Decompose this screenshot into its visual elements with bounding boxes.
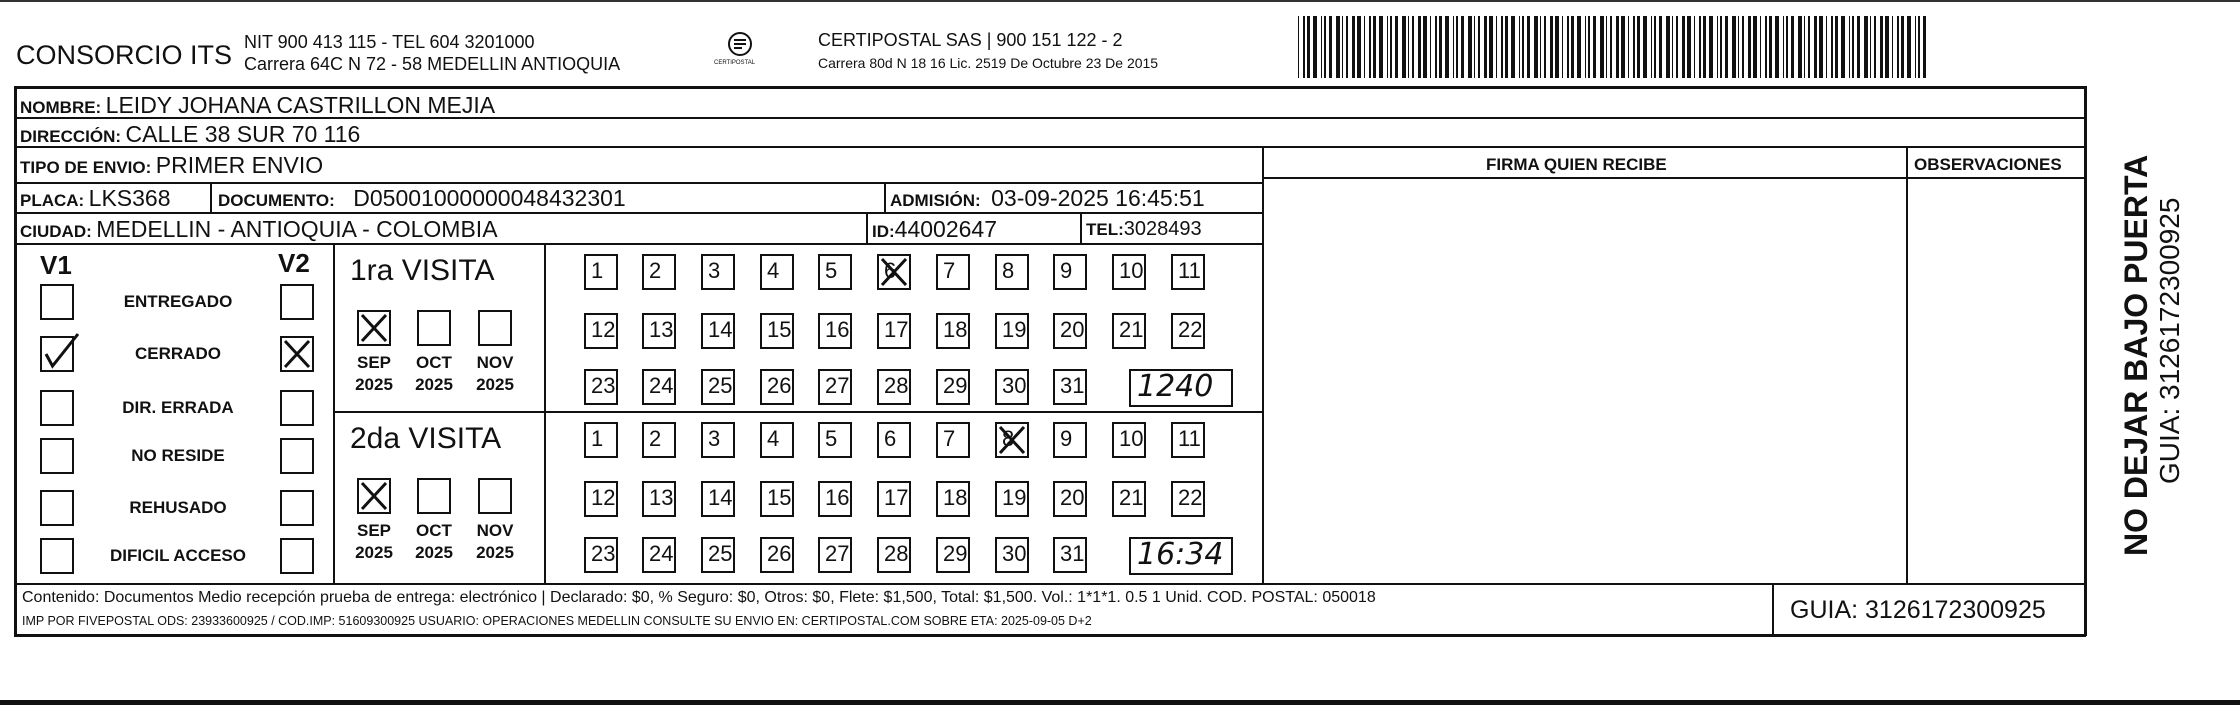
month-year: 2025: [476, 543, 514, 562]
day-box-2[interactable]: 2: [642, 422, 676, 458]
barcode-bar: [1298, 16, 1299, 78]
col-line: [884, 182, 886, 212]
barcode-bar: [1412, 16, 1414, 78]
barcode-bar: [1651, 16, 1652, 78]
handwritten-time-box: 1240: [1129, 369, 1233, 407]
col-line: [866, 212, 868, 243]
v1-checkbox-3[interactable]: [40, 438, 74, 474]
company-line-2: Carrera 64C N 72 - 58 MEDELLIN ANTIOQUIA: [244, 54, 621, 74]
barcode-bar: [1489, 16, 1493, 78]
barcode-bar: [1808, 16, 1810, 78]
barcode-bar: [1717, 16, 1718, 78]
day-box-17[interactable]: 17: [877, 481, 911, 517]
barcode-bar: [1402, 16, 1406, 78]
status-label-0: ENTREGADO: [123, 292, 233, 311]
company-line-1: NIT 900 413 115 - TEL 604 3201000: [244, 32, 535, 52]
month-year: 2025: [415, 543, 453, 562]
day-box-1[interactable]: 1: [584, 254, 618, 290]
month-checkbox-oct[interactable]: [417, 310, 451, 346]
barcode-bar: [1534, 16, 1538, 78]
month-checkbox-sep[interactable]: [357, 478, 391, 514]
v1-checkbox-4[interactable]: [40, 490, 74, 526]
nombre-field: [20, 92, 495, 119]
barcode-bar: [1505, 16, 1508, 78]
day-box-6[interactable]: 6: [877, 254, 911, 290]
day-box-16[interactable]: 16: [818, 313, 852, 349]
month-name: SEP: [356, 521, 392, 540]
barcode-bar: [1387, 16, 1388, 78]
id-label: ID:: [872, 222, 895, 241]
col-line: [1080, 212, 1082, 243]
barcode-bar: [1753, 16, 1757, 78]
day-box-11[interactable]: 11: [1171, 254, 1205, 290]
day-box-10[interactable]: 10: [1112, 254, 1146, 290]
day-box-1[interactable]: 1: [584, 422, 618, 458]
day-box-17[interactable]: 17: [877, 313, 911, 349]
month-checkbox-nov[interactable]: [478, 310, 512, 346]
barcode-bar: [1633, 16, 1635, 78]
documento-field: [218, 185, 626, 212]
barcode-bar: [1703, 16, 1706, 78]
month-label: [465, 520, 525, 564]
documento-value: D05001000000048432301: [353, 185, 626, 211]
barcode-bar: [1390, 16, 1392, 78]
barcode-bar: [1352, 16, 1355, 78]
v1-label: V1: [40, 250, 72, 280]
day-box-10[interactable]: 10: [1112, 422, 1146, 458]
barcode-bar: [1395, 16, 1398, 78]
tipo-envio-value: PRIMER ENVIO: [155, 152, 324, 178]
barcode-bar: [1907, 16, 1911, 78]
barcode-bar: [1897, 16, 1899, 78]
x-mark-icon: [359, 480, 389, 512]
barcode-bar: [1852, 16, 1854, 78]
day-box-31[interactable]: 31: [1053, 537, 1087, 573]
barcode-bar: [1841, 16, 1845, 78]
v1-checkbox-2[interactable]: [40, 390, 74, 426]
barcode-bar: [1874, 16, 1876, 78]
day-box-23[interactable]: 23: [584, 537, 618, 573]
barcode-bar: [1540, 16, 1541, 78]
month-name: NOV: [476, 353, 514, 372]
barcode-bar: [1769, 16, 1772, 78]
row-line: [14, 583, 2086, 585]
col-line: [210, 182, 212, 212]
barcode-bar: [1621, 16, 1625, 78]
barcode-bar: [1519, 16, 1520, 78]
barcode-bar: [1857, 16, 1860, 78]
nombre-label: NOMBRE:: [20, 98, 102, 117]
side-warning: NO DEJAR BAJO PUERTA: [2118, 154, 2154, 556]
day-box-12[interactable]: 12: [584, 313, 618, 349]
col-line: [1772, 583, 1774, 635]
x-mark-icon: [282, 338, 312, 370]
barcode-bar: [1654, 16, 1656, 78]
direccion-label: DIRECCIÓN:: [20, 127, 122, 146]
barcode-bar: [1672, 16, 1673, 78]
barcode-bar: [1742, 16, 1744, 78]
x-mark-icon: [359, 312, 389, 344]
table-border-left: [14, 86, 17, 636]
day-box-14[interactable]: 14: [701, 481, 735, 517]
col-line: [544, 243, 546, 583]
barcode-bar: [1864, 16, 1868, 78]
month-label: [404, 520, 464, 564]
barcode-bar: [1346, 16, 1348, 78]
day-box-4[interactable]: 4: [760, 254, 794, 290]
v2-checkbox-1[interactable]: [280, 336, 314, 372]
admision-field: [890, 185, 1205, 212]
ciudad-field: [20, 216, 498, 243]
observaciones-label: OBSERVACIONES: [1914, 155, 2062, 174]
barcode-bar: [1445, 16, 1449, 78]
v1-checkbox-5[interactable]: [40, 538, 74, 574]
day-box-16[interactable]: 16: [818, 481, 852, 517]
barcode-bar: [1849, 16, 1850, 78]
day-box-23[interactable]: 23: [584, 369, 618, 405]
footer-imp: IMP POR FIVEPOSTAL ODS: 23933600925 / COD.IMP: 51609300925 USUARIO: OPERACIONES MEDELLIN CONSULTE SU ENVIO EN: CERTIPOSTAL.COM SOBRE ETA: 2025-09-05 D+2: [22, 614, 1092, 628]
barcode-bar: [1577, 16, 1581, 78]
barcode-bar: [1567, 16, 1569, 78]
day-box-27[interactable]: 27: [818, 369, 852, 405]
barcode-bar: [1610, 16, 1612, 78]
barcode-bar: [1798, 16, 1802, 78]
status-label-2: DIR. ERRADA: [122, 398, 234, 417]
partner-line-1: CERTIPOSTAL SAS | 900 151 122 - 2: [818, 30, 1123, 50]
ciudad-label: CIUDAD:: [20, 222, 92, 241]
day-box-3[interactable]: 3: [701, 254, 735, 290]
barcode-bar: [1819, 16, 1823, 78]
table-border-bottom: [14, 634, 2086, 637]
direccion-value: CALLE 38 SUR 70 116: [125, 121, 361, 147]
barcode-bar: [1791, 16, 1794, 78]
barcode-bar: [1588, 16, 1590, 78]
barcode-bar: [1555, 16, 1559, 78]
month-year: 2025: [355, 375, 393, 394]
day-box-25[interactable]: 25: [701, 537, 735, 573]
barcode-bar: [1732, 16, 1736, 78]
day-box-29[interactable]: 29: [936, 537, 970, 573]
barcode-bar: [1709, 16, 1713, 78]
col-line: [333, 243, 335, 583]
barcode-bar: [1379, 16, 1383, 78]
barcode-bar: [1478, 16, 1480, 78]
barcode-bar: [1682, 16, 1685, 78]
day-box-13[interactable]: 13: [642, 481, 676, 517]
barcode-bar: [1408, 16, 1409, 78]
v2-checkbox-2[interactable]: [280, 390, 314, 426]
day-box-30[interactable]: 30: [995, 369, 1029, 405]
day-box-9[interactable]: 9: [1053, 254, 1087, 290]
barcode-bar: [1748, 16, 1751, 78]
barcode-bar: [1456, 16, 1458, 78]
day-box-5[interactable]: 5: [818, 422, 852, 458]
barcode-bar: [1616, 16, 1619, 78]
barcode-bar: [1814, 16, 1817, 78]
barcode-bar: [1313, 16, 1317, 78]
month-name: SEP: [356, 353, 392, 372]
check-mark-icon: [42, 338, 72, 370]
barcode-bar: [1775, 16, 1779, 78]
barcode-bar: [1831, 16, 1833, 78]
row-line: [333, 411, 1264, 413]
day-box-22[interactable]: 22: [1171, 313, 1205, 349]
barcode-bar: [1880, 16, 1883, 78]
top-rule: [0, 0, 2240, 2]
footer-contenido: Contenido: Documentos Medio recepción prueba de entrega: electrónico | Declarado: $0, % Seguro: $0, Otros: $0, Flete: $1,500, Total: $1,500. Vol.: 1*1*1. 0.5 1 Unid. COD. POSTAL: 050018: [22, 589, 1376, 606]
month-label: [344, 520, 404, 564]
barcode-bar: [1694, 16, 1695, 78]
row-line: [14, 182, 1264, 184]
barcode-bar: [1765, 16, 1767, 78]
barcode-bar: [1699, 16, 1701, 78]
day-box-20[interactable]: 20: [1053, 313, 1087, 349]
day-box-3[interactable]: 3: [701, 422, 735, 458]
month-name: OCT: [416, 353, 452, 372]
x-mark-icon: [879, 256, 909, 288]
day-box-27[interactable]: 27: [818, 537, 852, 573]
placa-field: [20, 185, 171, 212]
side-guia: GUIA: 3126172300925: [2154, 197, 2185, 484]
barcode-bar: [1585, 16, 1586, 78]
barcode-bar: [1423, 16, 1427, 78]
barcode-bar: [1550, 16, 1553, 78]
row-line: [1264, 177, 2086, 179]
documento-label: DOCUMENTO:: [218, 191, 335, 210]
barcode-bar: [1324, 16, 1326, 78]
ciudad-value: MEDELLIN - ANTIOQUIA - COLOMBIA: [96, 216, 498, 242]
barcode-bar: [1435, 16, 1437, 78]
day-box-24[interactable]: 24: [642, 369, 676, 405]
month-checkbox-nov[interactable]: [478, 478, 512, 514]
day-box-2[interactable]: 2: [642, 254, 676, 290]
v2-checkbox-3[interactable]: [280, 438, 314, 474]
tipo-envio-label: TIPO DE ENVIO:: [20, 158, 152, 177]
barcode-bar: [1527, 16, 1530, 78]
barcode-bar: [1357, 16, 1361, 78]
v2-checkbox-0[interactable]: [280, 284, 314, 320]
tel-value: 3028493: [1123, 218, 1202, 240]
partner-line-2: Carrera 80d N 18 16 Lic. 2519 De Octubre 23 De 2015: [818, 55, 1159, 71]
barcode-bar: [1835, 16, 1838, 78]
barcode-bar: [1637, 16, 1640, 78]
month-label: [344, 352, 404, 396]
barcode-bar: [1461, 16, 1464, 78]
id-value: 44002647: [894, 216, 998, 242]
month-year: 2025: [476, 375, 514, 394]
day-box-5[interactable]: 5: [818, 254, 852, 290]
barcode-bar: [1373, 16, 1376, 78]
day-box-21[interactable]: 21: [1112, 481, 1146, 517]
row-line: [14, 243, 1264, 245]
barcode-bar: [1786, 16, 1788, 78]
day-box-15[interactable]: 15: [760, 481, 794, 517]
barcode-bar: [1369, 16, 1371, 78]
day-box-7[interactable]: 7: [936, 254, 970, 290]
v2-checkbox-4[interactable]: [280, 490, 314, 526]
admision-label: ADMISIÓN:: [890, 191, 981, 210]
barcode-bar: [1511, 16, 1515, 78]
logo-caption: CERTIPOSTAL: [714, 60, 756, 66]
day-box-8[interactable]: 8: [995, 254, 1029, 290]
barcode-bar: [1666, 16, 1670, 78]
status-label-3: NO RESIDE: [131, 446, 225, 465]
tel-label: TEL:: [1086, 220, 1124, 239]
day-box-28[interactable]: 28: [877, 369, 911, 405]
barcode-bar: [1329, 16, 1332, 78]
barcode-icon: [1298, 16, 1930, 80]
barcode-bar: [1760, 16, 1761, 78]
barcode-bar: [1687, 16, 1691, 78]
day-box-18[interactable]: 18: [936, 481, 970, 517]
placa-value: LKS368: [88, 185, 171, 211]
barcode-bar: [1544, 16, 1546, 78]
barcode-bar: [1676, 16, 1678, 78]
day-box-18[interactable]: 18: [936, 313, 970, 349]
barcode-bar: [1892, 16, 1893, 78]
visit-1-title: 1ra VISITA: [350, 254, 495, 287]
x-mark-icon: [997, 424, 1027, 456]
month-checkbox-sep[interactable]: [357, 310, 391, 346]
row-line: [14, 212, 1264, 214]
v2-checkbox-5[interactable]: [280, 538, 314, 574]
barcode-bar: [1336, 16, 1340, 78]
firma-label: FIRMA QUIEN RECIBE: [1486, 155, 1667, 174]
footer-guia-box: GUIA: 3126172300925: [1790, 596, 2046, 624]
barcode-bar: [1923, 16, 1926, 78]
day-box-14[interactable]: 14: [701, 313, 735, 349]
barcode-bar: [1600, 16, 1604, 78]
barcode-bar: [1342, 16, 1343, 78]
day-box-31[interactable]: 31: [1053, 369, 1087, 405]
id-field: [872, 216, 997, 243]
day-box-25[interactable]: 25: [701, 369, 735, 405]
month-name: OCT: [416, 521, 452, 540]
barcode-bar: [1453, 16, 1454, 78]
day-box-24[interactable]: 24: [642, 537, 676, 573]
status-label-1: CERRADO: [135, 344, 221, 363]
barcode-bar: [1562, 16, 1563, 78]
tipo-envio-field: [20, 152, 323, 179]
admision-value: 03-09-2025 16:45:51: [991, 185, 1205, 211]
company-name: CONSORCIO ITS: [16, 40, 233, 70]
barcode-bar: [1303, 16, 1305, 78]
barcode-bar: [1484, 16, 1487, 78]
day-box-15[interactable]: 15: [760, 313, 794, 349]
barcode-bar: [1738, 16, 1739, 78]
barcode-bar: [1659, 16, 1662, 78]
table-border-top: [14, 86, 2086, 89]
placa-label: PLACA:: [20, 191, 85, 210]
month-name: NOV: [476, 521, 514, 540]
month-year: 2025: [415, 375, 453, 394]
v2-label: V2: [278, 248, 310, 278]
barcode-bar: [1571, 16, 1574, 78]
day-box-9[interactable]: 9: [1053, 422, 1087, 458]
barcode-bar: [1918, 16, 1920, 78]
barcode-bar: [1307, 16, 1310, 78]
day-box-19[interactable]: 19: [995, 481, 1029, 517]
day-box-7[interactable]: 7: [936, 422, 970, 458]
barcode-bar: [1826, 16, 1827, 78]
month-label: [465, 352, 525, 396]
barcode-bar: [1804, 16, 1805, 78]
day-box-28[interactable]: 28: [877, 537, 911, 573]
month-label: [404, 352, 464, 396]
day-box-20[interactable]: 20: [1053, 481, 1087, 517]
v1-checkbox-0[interactable]: [40, 284, 74, 320]
status-label-5: DIFICIL ACCESO: [109, 546, 246, 565]
day-box-29[interactable]: 29: [936, 369, 970, 405]
day-box-19[interactable]: 19: [995, 313, 1029, 349]
barcode-bar: [1870, 16, 1871, 78]
day-box-30[interactable]: 30: [995, 537, 1029, 573]
nombre-value: LEIDY JOHANA CASTRILLON MEJIA: [105, 92, 496, 118]
month-year: 2025: [355, 543, 393, 562]
handwritten-time-box: 16:34: [1129, 537, 1233, 575]
barcode-bar: [1321, 16, 1322, 78]
day-box-26[interactable]: 26: [760, 537, 794, 573]
barcode-bar: [1720, 16, 1722, 78]
col-line: [1262, 146, 1264, 584]
day-box-6[interactable]: 6: [877, 422, 911, 458]
barcode-bar: [1439, 16, 1442, 78]
barcode-bar: [1628, 16, 1629, 78]
day-box-4[interactable]: 4: [760, 422, 794, 458]
barcode-bar: [1593, 16, 1596, 78]
barcode-bar: [1364, 16, 1365, 78]
barcode-bar: [1915, 16, 1916, 78]
barcode-bar: [1901, 16, 1904, 78]
barcode-bar: [1606, 16, 1607, 78]
col-line: [1906, 146, 1908, 584]
barcode-bar: [1783, 16, 1784, 78]
day-box-12[interactable]: 12: [584, 481, 618, 517]
table-border-right: [2084, 86, 2087, 636]
barcode-bar: [1885, 16, 1889, 78]
day-box-21[interactable]: 21: [1112, 313, 1146, 349]
barcode-bar: [1496, 16, 1497, 78]
v1-checkbox-1[interactable]: [40, 336, 74, 372]
barcode-bar: [1643, 16, 1647, 78]
barcode-bar: [1522, 16, 1524, 78]
day-box-8[interactable]: 8: [995, 422, 1029, 458]
day-box-11[interactable]: 11: [1171, 422, 1205, 458]
barcode-bar: [1468, 16, 1472, 78]
visit-2-title: 2da VISITA: [350, 422, 502, 455]
status-label-4: REHUSADO: [129, 498, 227, 517]
barcode-bar: [1474, 16, 1475, 78]
direccion-field: [20, 121, 360, 148]
certipostal-logo-icon: [710, 30, 770, 74]
tel-field: [1086, 218, 1202, 241]
month-checkbox-oct[interactable]: [417, 478, 451, 514]
barcode-bar: [1501, 16, 1503, 78]
day-box-26[interactable]: 26: [760, 369, 794, 405]
bottom-rule: [0, 700, 2240, 705]
barcode-bar: [1418, 16, 1421, 78]
barcode-bar: [1430, 16, 1431, 78]
day-box-22[interactable]: 22: [1171, 481, 1205, 517]
barcode-bar: [1725, 16, 1728, 78]
day-box-13[interactable]: 13: [642, 313, 676, 349]
